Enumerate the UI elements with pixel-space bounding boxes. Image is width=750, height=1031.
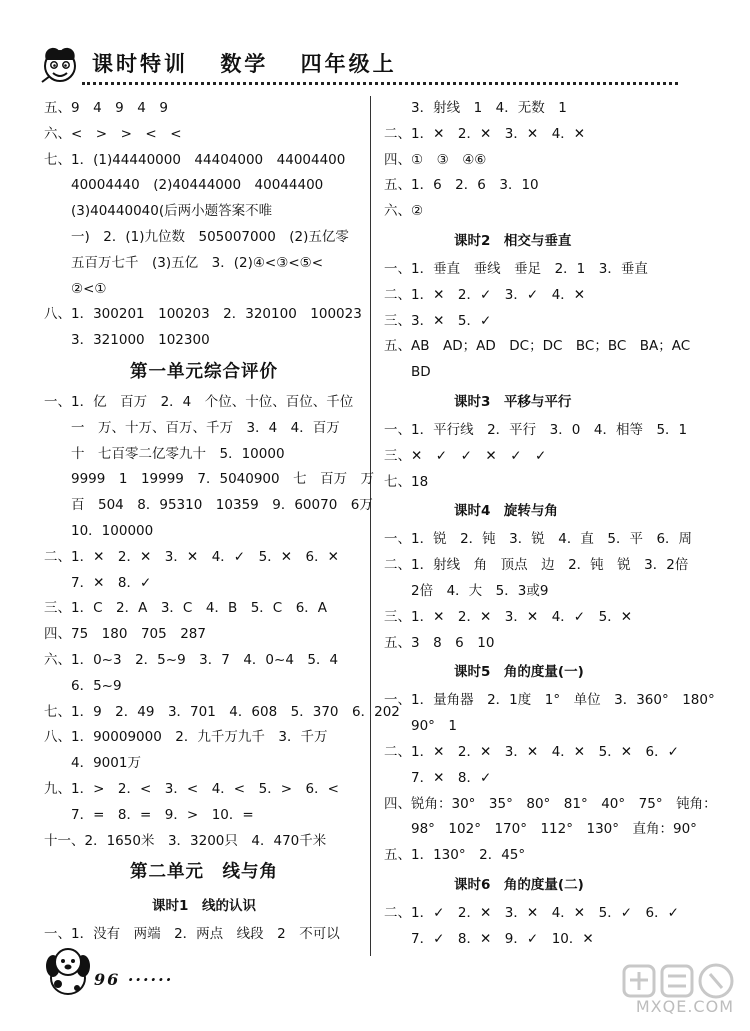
dog-mascot-icon — [44, 940, 92, 998]
left-column — [44, 96, 400, 948]
answer-line: BD — [384, 364, 431, 381]
answer-block-lesson6 — [384, 901, 714, 953]
answer-line: 一、1．量角器 2．1度 1° 单位 3．360° 180° — [384, 692, 715, 709]
page-number: 96 ······ — [94, 970, 174, 989]
mascot-icon — [38, 42, 82, 86]
answer-line: 七、1．(1)44440000 44404000 44004400 — [44, 151, 346, 168]
section-heading: 第二单元 线与角 — [130, 862, 278, 883]
right-column — [384, 96, 717, 953]
answer-line: 八、1．300201 100203 2．320100 100023 — [44, 306, 362, 323]
section-heading: 第一单元综合评价 — [130, 361, 278, 382]
header-grade: 四年级上 — [300, 51, 397, 76]
header-book-name: 课时特训 — [92, 51, 188, 76]
answer-line: 6．5~9 — [44, 677, 122, 694]
lesson-heading: 课时3 平移与平行 — [454, 393, 572, 410]
answer-line: 7．✕ 8．✓ — [44, 574, 152, 591]
answer-line: 4．9001万 — [44, 755, 141, 772]
answer-line: 一、1．锐 2．钝 3．锐 4．直 5．平 6．周 — [384, 531, 693, 548]
answer-line: 三、1．✕ 2．✕ 3．✕ 4．✓ 5．✕ — [384, 608, 633, 625]
answer-block-lesson3 — [384, 418, 714, 495]
answer-line: 二、1．✓ 2．✕ 3．✕ 4．✕ 5．✓ 6．✓ — [384, 904, 679, 921]
page-footer — [44, 940, 244, 1000]
answer-line: 40004440 (2)40444000 40044400 — [44, 177, 324, 194]
page-header — [38, 38, 678, 92]
answer-line: 9999 1 19999 7．5040900 七 百万 万 — [44, 471, 375, 488]
answer-line: 百 504 8．95310 10359 9．60070 6万 — [44, 497, 373, 514]
header-dotted-rule — [82, 82, 678, 85]
answer-line: 二、1．✕ 2．✕ 3．✕ 4．✕ — [384, 125, 586, 142]
answer-line: 七、1．9 2．49 3．701 4．608 5．370 6．202 — [44, 703, 400, 720]
answer-line: 7．= 8．= 9．> 10．= — [44, 806, 254, 823]
answer-line: 2倍 4．大 5．3或9 — [384, 582, 549, 599]
answer-line: 二、1．射线 角 顶点 边 2．钝 锐 3．2倍 — [384, 557, 689, 574]
watermark-text: MXQE.COM — [635, 997, 734, 1016]
answer-line: 五、1．6 2．6 3．10 — [384, 177, 539, 194]
answer-line: 五、AB AD；AD DC；DC BC；BC BA；AC — [384, 338, 691, 355]
answer-line: 二、1．✕ 2．✕ 3．✕ 4．✓ 5．✕ 6．✕ — [44, 548, 339, 565]
answer-block-unit1-review — [44, 390, 400, 854]
answer-line: 五、1．130° 2．45° — [384, 847, 526, 864]
answer-line: 一) 2．(1)九位数 505007000 (2)五亿零 — [44, 228, 349, 245]
answer-line: 二、1．✕ 2．✓ 3．✓ 4．✕ — [384, 286, 586, 303]
answer-line: 十一、2．1650米 3．3200只 4．470千米 — [44, 832, 327, 849]
answer-line: ②<① — [44, 280, 107, 297]
watermark — [620, 960, 740, 1022]
answer-line: 三、3．✕ 5．✓ — [384, 312, 492, 329]
answer-line: 3．射线 1 4．无数 1 — [384, 100, 567, 116]
answer-line: 六、< > > < < — [44, 125, 182, 142]
answer-line: 90° 1 — [384, 718, 458, 735]
header-subject: 数学 — [220, 51, 269, 76]
answer-line: 六、② — [384, 203, 424, 220]
answer-line: (3)40440040(后两小题答案不唯 — [44, 203, 273, 220]
answer-line: 7．✓ 8．✕ 9．✓ 10．✕ — [384, 930, 594, 947]
answer-line: 四、锐角：30° 35° 80° 81° 40° 75° 钝角： — [384, 795, 717, 812]
lesson-heading: 课时1 线的认识 — [152, 898, 256, 915]
answer-block-lesson2 — [384, 257, 714, 386]
answer-line: 3．321000 102300 — [44, 332, 210, 349]
answer-line: 一、1．没有 两端 2．两点 线段 2 不可以 — [44, 926, 340, 943]
answer-line: 二、1．✕ 2．✕ 3．✕ 4．✕ 5．✕ 6．✓ — [384, 743, 679, 760]
answer-line: 三、1．C 2．A 3．C 4．B 5．C 6．A — [44, 600, 328, 617]
lesson-heading: 课时6 角的度量(二) — [454, 876, 584, 893]
answer-line: 7．✕ 8．✓ — [384, 769, 492, 786]
answer-block-lesson5 — [384, 688, 717, 869]
answer-line: 九、1．> 2．< 3．< 4．< 5．> 6．< — [44, 780, 339, 797]
answer-line: 一、1．平行线 2．平行 3．0 4．相等 5．1 — [384, 421, 688, 438]
answer-line: 四、① ③ ④⑥ — [384, 151, 487, 168]
answer-line: 一、1．亿 百万 2．4 个位、十位、百位、千位 — [44, 393, 354, 410]
answer-line: 三、✕ ✓ ✓ ✕ ✓ ✓ — [384, 447, 547, 464]
answer-line: 五百万七千 (3)五亿 3．(2)④<③<⑤< — [44, 254, 324, 271]
answer-line: 七、18 — [384, 473, 429, 490]
answer-line: 98° 102° 170° 112° 130° 直角：90° — [384, 821, 697, 838]
lesson-heading: 课时2 相交与垂直 — [454, 232, 572, 249]
answer-block-lesson4 — [384, 527, 714, 656]
answer-line: 五、9 4 9 4 9 — [44, 100, 168, 116]
answer-line: 10．100000 — [44, 522, 154, 539]
answer-line: 八、1．90009000 2．九千万九千 3．千万 — [44, 729, 328, 746]
answer-line: 一、1．垂直 垂线 垂足 2．1 3．垂直 — [384, 260, 648, 277]
lesson-heading: 课时4 旋转与角 — [454, 503, 558, 520]
column-divider — [370, 96, 371, 956]
answer-line: 四、75 180 705 287 — [44, 626, 206, 643]
answer-line: 十 七百零二亿零九十 5．10000 — [44, 445, 285, 462]
answer-line: 六、1．0~3 2．5~9 3．7 4．0~4 5．4 — [44, 651, 339, 668]
lesson-heading: 课时5 角的度量(一) — [454, 664, 584, 681]
header-title — [92, 48, 419, 78]
answer-block-lesson1-cont — [384, 96, 714, 225]
answer-line: 五、3 8 6 10 — [384, 634, 495, 651]
answer-line: 一 万、十万、百万、千万 3．4 4．百万 — [44, 419, 340, 436]
answer-block-unit1-end — [44, 96, 364, 354]
